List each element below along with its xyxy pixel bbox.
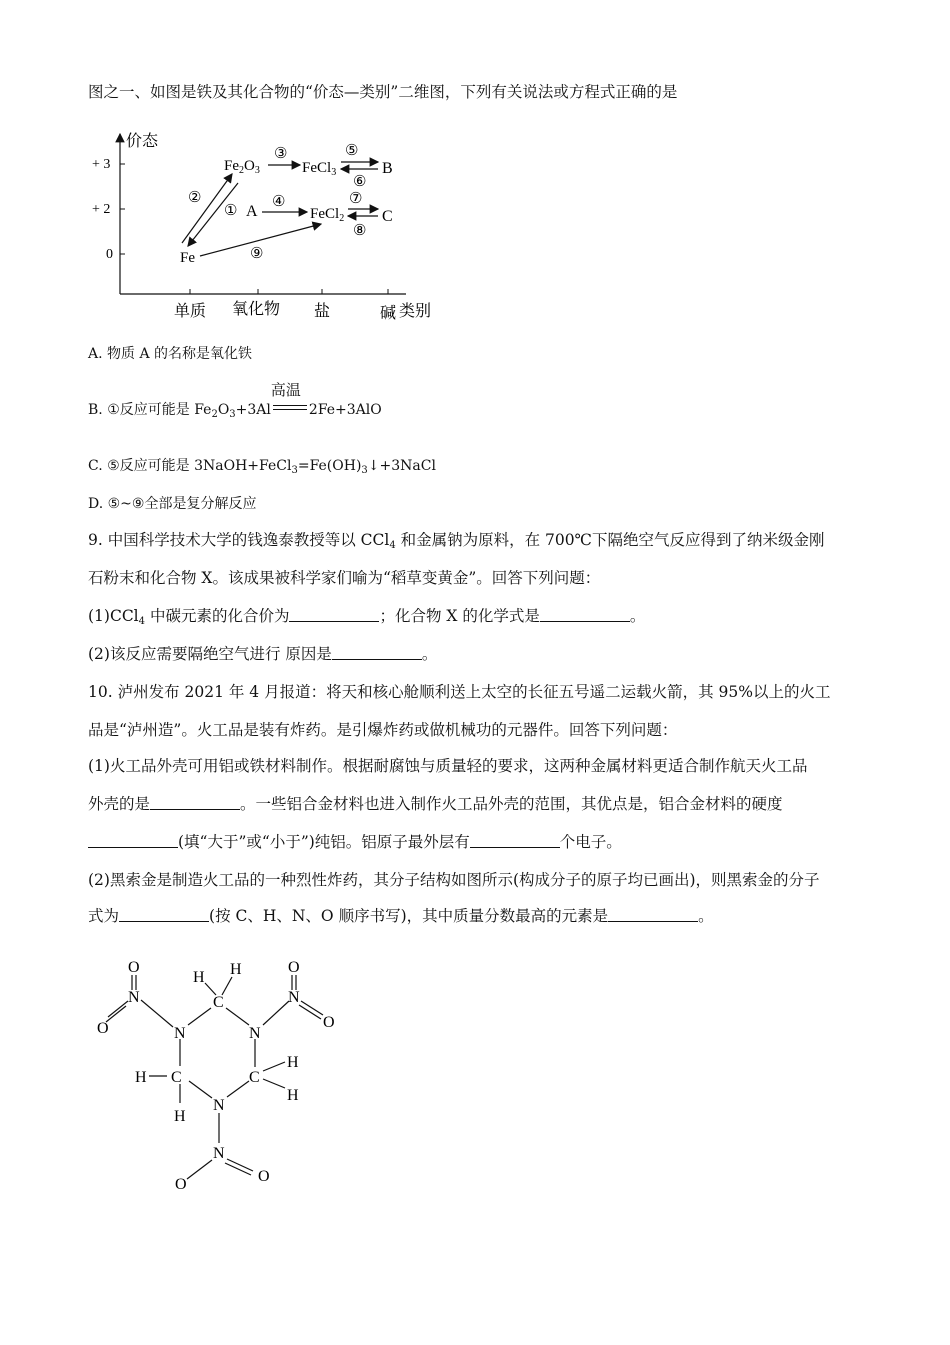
q10-p2-line2: 式为 (按 C、H、N、O 顺序书写)，其中质量分数最高的元素是 。 — [88, 907, 714, 925]
x-label-base: 碱 — [380, 305, 397, 322]
species-fecl2: FeCl$_2$ — [310, 206, 345, 224]
q10-p1-line3: (填“大于”或“小于”)纯铝。铝原子最外层有 个电子。 — [88, 832, 622, 852]
atom-h-2: H — [230, 961, 242, 978]
atom-o-5: O — [175, 1176, 187, 1193]
q10-blank-electrons[interactable] — [470, 833, 560, 848]
x-label-element: 单质 — [174, 303, 207, 320]
atom-n-nitro-bottom: N — [213, 1145, 225, 1162]
q10-line2: 品是“泸州造”。火工品是装有炸药。是引爆炸药或做机械功的元器件。回答下列问题： — [88, 721, 678, 739]
q9-sub1-b: ；化合物 X 的化学式是 — [379, 607, 540, 625]
atom-h-6: H — [287, 1087, 299, 1104]
q10-p1-line2: 外壳的是 。一些铝合金材料也进入制作火工品外壳的范围，其优点是，铝合金材料的硬度 — [88, 795, 783, 813]
option-b-reactants: $Fe_2O_3+3Al$ — [194, 402, 271, 420]
reaction-label-9: ⑨ — [250, 246, 264, 262]
x-label-category: 类别 — [399, 303, 432, 320]
q10-p2-line1: (2)黑索金是制造火工品的一种烈性炸药，其分子结构如图所示(构成分子的原子均已画出)，则黑索金的分子 — [88, 871, 820, 889]
option-b-prefix: B. ①反应可能是 — [88, 402, 195, 418]
atom-c-top: C — [213, 994, 224, 1011]
atom-h-4: H — [174, 1108, 186, 1125]
x-label-salt: 盐 — [314, 303, 331, 320]
atom-o-2: O — [97, 1020, 109, 1037]
atom-o-4: O — [323, 1014, 335, 1031]
q10-blank-element[interactable] — [608, 907, 698, 922]
q9-line1: 9. 中国科学技术大学的钱逸泰教授等以 CCl$_4$ 和金属钠为原料，在 700℃下隔绝空气反应得到了纳米级金刚 — [88, 531, 825, 551]
condition-high-temp: 高温 — [270, 381, 301, 399]
option-a: A. 物质 A 的名称是氧化铁 — [88, 346, 253, 362]
atom-c-left: C — [171, 1069, 182, 1086]
q9-blank-formula[interactable] — [540, 607, 630, 622]
reaction-label-1: ① — [224, 203, 238, 219]
atom-o-1: O — [128, 959, 140, 976]
atom-h-1: H — [193, 969, 205, 986]
option-b — [88, 381, 382, 420]
reaction-condition — [270, 381, 307, 420]
q10-p1-line1: (1)火工品外壳可用铝或铁材料制作。根据耐腐蚀与质量轻的要求，这两种金属材料更适合制作航天火工品 — [88, 757, 808, 775]
atom-o-6: O — [258, 1168, 270, 1185]
atom-o-3: O — [288, 959, 300, 976]
atom-n-nitro-right: N — [288, 989, 300, 1006]
q9-blank-reason[interactable] — [332, 645, 422, 660]
option-b-products: 2Fe+3AlO — [308, 402, 382, 418]
atom-n-right: N — [249, 1025, 261, 1042]
y-tick-plus3: + 3 — [92, 157, 111, 172]
reaction-label-5: ⑤ — [345, 143, 359, 159]
atom-h-5: H — [287, 1054, 299, 1071]
option-d: D. ⑤~⑨全部是复分解反应 — [88, 496, 257, 512]
atom-n-left: N — [174, 1025, 186, 1042]
q9-line2: 石粉末和化合物 X。该成果被科学家们喻为“稻草变黄金”。回答下列问题： — [88, 569, 601, 587]
reaction-label-4: ④ — [272, 194, 286, 210]
reaction-label-7: ⑦ — [349, 191, 363, 207]
question-intro: 图之一、如图是铁及其化合物的“价态—类别”二维图，下列有关说法或方程式正确的是 — [88, 83, 678, 101]
q10-blank-hardness[interactable] — [88, 833, 178, 848]
reaction-label-2: ② — [188, 190, 202, 206]
atom-n-bottom: N — [213, 1097, 225, 1114]
reaction-label-3: ③ — [274, 146, 288, 162]
x-label-oxide: 氧化物 — [232, 301, 281, 318]
atom-n-nitro-left: N — [128, 989, 140, 1006]
q9-sub1: (1)CCl$_4$ 中碳元素的化合价为 ；化合物 X 的化学式是 。 — [88, 607, 646, 627]
species-b: B — [382, 160, 393, 177]
species-fe: Fe — [180, 250, 195, 266]
species-fe2o3: $Fe_2O_3$ — [224, 158, 260, 176]
q10-line1: 10. 泸州发布 2021 年 4 月报道：将天和核心舱顺利送上太空的长征五号遥二运载火箭，其 95%以上的火工 — [88, 683, 831, 701]
species-a: A — [246, 203, 258, 220]
reaction-label-8: ⑧ — [353, 223, 367, 239]
q10-blank-metal[interactable] — [150, 795, 240, 810]
rdx-molecule-structure — [95, 955, 355, 1205]
atom-c-right: C — [249, 1069, 260, 1086]
y-axis-label: 价态 — [126, 133, 159, 150]
q9-sub2: (2)该反应需要隔绝空气进行 原因是 。 — [88, 645, 438, 663]
q10-blank-molecular-formula[interactable] — [119, 907, 209, 922]
species-c: C — [382, 208, 393, 225]
y-tick-zero: 0 — [106, 247, 113, 262]
reaction-label-6: ⑥ — [353, 174, 367, 190]
species-fecl3: FeCl$_3$ — [302, 160, 337, 178]
option-c: C. ⑤反应可能是 $3NaOH+FeCl_3=Fe(OH)_3↓+3NaCl$ — [88, 458, 436, 476]
y-tick-plus2: + 2 — [92, 202, 111, 217]
atom-h-3: H — [135, 1069, 147, 1086]
valence-category-diagram — [88, 128, 448, 328]
q9-blank-valence[interactable] — [289, 607, 379, 622]
